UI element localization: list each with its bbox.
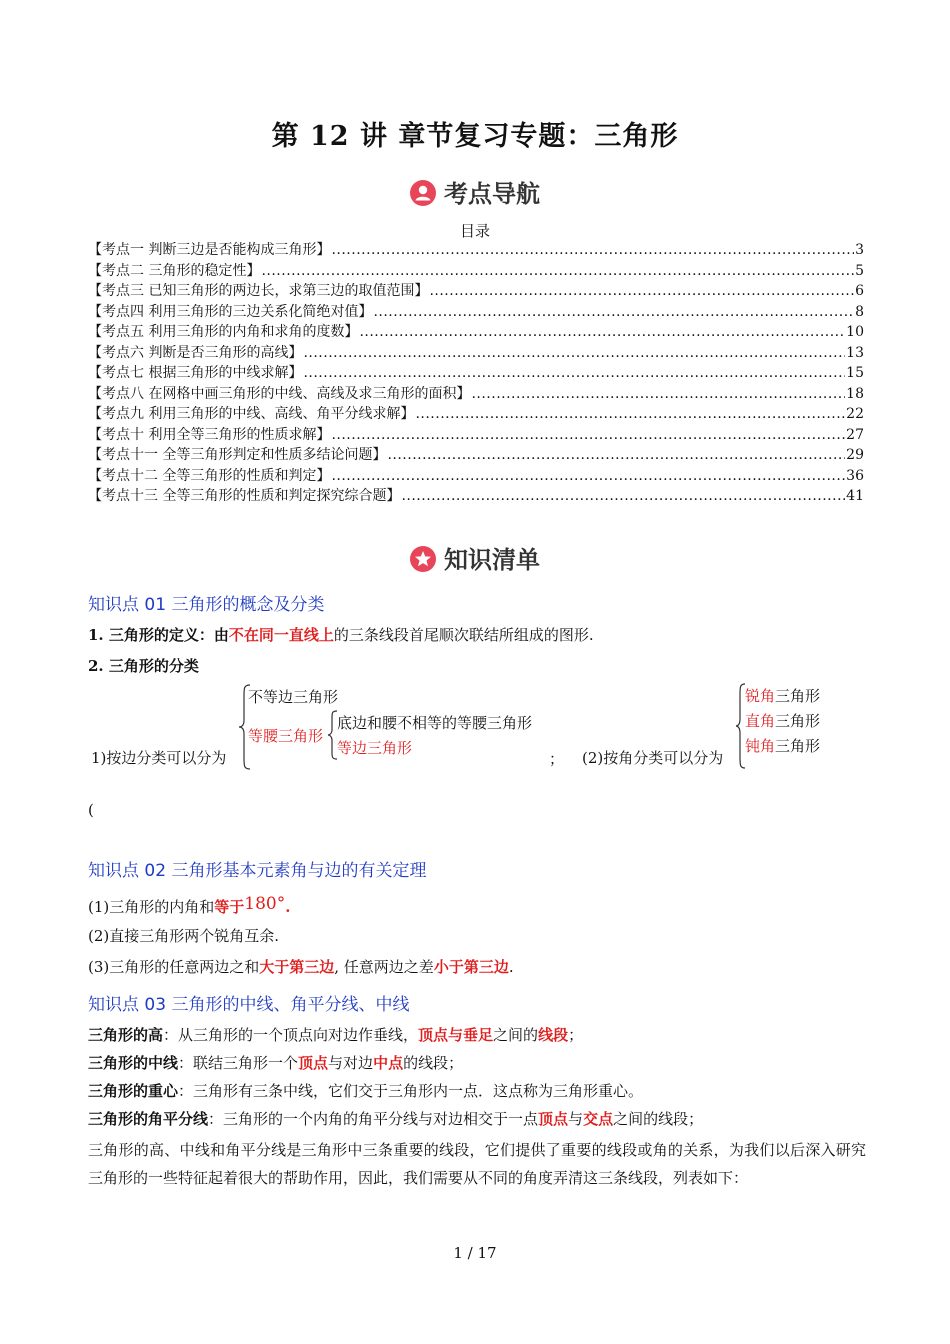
toc-label[interactable]: 【考点六 判断是否三角形的高线】 [88,344,303,361]
by-angle-label: (2)按角分类可以分为 [582,749,724,767]
sides-a: (3)三角形的任意两边之和 [88,958,260,976]
toc-label[interactable]: 【考点十一 全等三角形判定和性质多结论问题】 [88,447,387,463]
toc-label[interactable]: 【考点三 已知三角形的两边长，求第三边的取值范围】 [88,283,429,299]
bisector-c: 之间的线段； [613,1110,704,1128]
toc-label[interactable]: 【考点一 判断三边是否能构成三角形】 [88,242,331,258]
altitude-b: 之间的 [493,1026,539,1044]
toc-leader-dots [471,384,845,405]
sides-keyword-2: 小于第三边 [433,958,509,976]
median-c: 的线段； [403,1054,464,1072]
toc-leader-dots [331,240,854,261]
side-isosceles: 等腰三角形 [248,727,324,745]
toc-row[interactable] [88,281,864,302]
sides-c: . [508,958,514,976]
side-iso-a: 底边和腰不相等的等腰三角形 [337,714,533,732]
altitude-keyword-2: 线段 [538,1026,569,1044]
stray-paren: ( [88,801,94,819]
toc-row[interactable] [88,384,864,405]
kp2-heading: 知识点 02 三角形基本元素角与边的有关定理 [88,861,427,881]
toc-label[interactable]: 【考点十 利用全等三角形的性质求解】 [88,426,331,443]
person-icon [410,180,436,206]
nav-banner [0,174,950,209]
acute-suffix: 三角形 [775,687,821,705]
kp3-altitude [88,1025,583,1045]
right-keyword: 直角 [745,712,776,730]
kp3-paragraph: 三角形的高、中线和角平分线是三角形中三条重要的线段，它们提供了重要的线段或角的关系，为我们以后深入研究三角形的一些特征起着很大的帮助作用，因此，我们需要从不同的角度弄清这三条线段，列表如下： [88,1141,866,1187]
toc-row[interactable] [88,261,864,282]
toc-label[interactable]: 【考点八 在网格中画三角形的中线、高线及求三角形的面积】 [88,385,471,402]
table-of-contents [88,240,864,507]
classification-separator: ； [549,750,565,768]
toc-page-number[interactable]: 22 [846,406,864,422]
toc-leader-dots [359,322,845,343]
toc-leader-dots [331,466,845,487]
median-keyword-2: 中点 [373,1054,404,1072]
median-term: 三角形的中线 [88,1054,179,1072]
toc-page-number[interactable]: 15 [846,365,864,381]
obtuse-keyword: 钝角 [745,737,776,755]
bisector-term: 三角形的角平分线 [88,1110,209,1128]
kp3-median [88,1053,463,1073]
toc-label[interactable]: 【考点十三 全等三角形的性质和判定探究综合题】 [88,488,401,504]
toc-leader-dots [331,425,845,446]
toc-page-number[interactable]: 13 [846,344,864,361]
toc-page-number[interactable]: 5 [855,262,864,279]
toc-label[interactable]: 【考点二 三角形的稳定性】 [88,262,261,279]
definition-suffix: 的三条线段首尾顺次联结所组成的图形. [333,626,594,644]
kp3-centroid [88,1081,643,1101]
toc-page-number[interactable]: 10 [846,324,864,340]
nav-banner-label: 考点导航 [444,180,540,208]
median-b: 与对边 [328,1054,374,1072]
toc-page-number[interactable]: 29 [846,447,864,463]
angle-sum-value: 180° [244,894,286,914]
altitude-keyword-1: 顶点与垂足 [418,1026,494,1044]
toc-page-number[interactable]: 8 [855,303,864,320]
toc-label[interactable]: 【考点五 利用三角形的内角和求角的度数】 [88,324,359,340]
kp1-heading: 知识点 01 三角形的概念及分类 [88,595,325,615]
toc-label[interactable]: 【考点七 根据三角形的中线求解】 [88,365,303,381]
angle-acute [745,685,820,706]
toc-row[interactable] [88,240,864,261]
toc-leader-dots [303,343,845,364]
bisector-b: 与 [568,1110,584,1128]
toc-page-number[interactable]: 3 [855,242,864,258]
kp2-line3 [88,957,514,977]
kp2-line2: (2)直接三角形两个锐角互余. [88,927,280,945]
toc-row[interactable] [88,486,864,507]
toc-leader-dots [415,404,845,425]
toc-leader-dots [401,486,845,507]
toc-row[interactable] [88,425,864,446]
right-suffix: 三角形 [775,712,821,730]
side-scalene: 不等边三角形 [248,688,339,706]
knowledge-banner [0,540,950,575]
bisector-keyword-2: 交点 [583,1110,614,1128]
median-a: ：联结三角形一个 [178,1054,299,1072]
kp3-heading: 知识点 03 三角形的中线、角平分线、中线 [88,995,410,1015]
obtuse-suffix: 三角形 [775,737,821,755]
toc-row[interactable] [88,363,864,384]
definition-keyword: 不在同一直线上 [228,626,334,644]
toc-page-number[interactable]: 18 [846,385,864,402]
toc-leader-dots [373,302,854,323]
acute-keyword: 锐角 [745,687,776,705]
altitude-a: ：从三角形的一个顶点向对边作垂线， [163,1026,419,1044]
definition-prefix: 1. 三角形的定义：由 [88,626,229,644]
toc-row[interactable] [88,466,864,487]
toc-row[interactable] [88,404,864,425]
toc-label[interactable]: 【考点九 利用三角形的中线、高线、角平分线求解】 [88,406,415,422]
sides-keyword-1: 大于第三边 [259,958,335,976]
page-title: 第 12 讲 章节复习专题：三角形 [271,121,679,152]
bisector-keyword-1: 顶点 [538,1110,569,1128]
kp3-bisector [88,1109,703,1129]
centroid-a: ：三角形有三条中线，它们交于三角形内一点．这点称为三角形重心。 [178,1082,644,1100]
star-icon [410,546,436,572]
toc-row[interactable] [88,445,864,466]
by-side-label: 1)按边分类可以分为 [91,749,227,767]
toc-row[interactable] [88,343,864,364]
toc-leader-dots [261,261,854,282]
kp1-definition [88,625,594,645]
angle-sum-prefix: (1)三角形的内角和 [88,898,215,916]
median-keyword-1: 顶点 [298,1054,329,1072]
toc-label[interactable]: 【考点四 利用三角形的三边关系化简绝对值】 [88,303,373,320]
knowledge-banner-label: 知识清单 [444,546,540,574]
toc-leader-dots [429,281,854,302]
page-number: 1 / 17 [453,1244,497,1262]
altitude-c: ； [568,1026,584,1044]
toc-label[interactable]: 【考点十二 全等三角形的性质和判定】 [88,467,331,484]
centroid-term: 三角形的重心 [88,1082,179,1100]
toc-page-number[interactable]: 41 [846,488,864,504]
toc-page-number[interactable]: 36 [846,467,864,484]
bisector-a: ：三角形的一个内角的角平分线与对边相交于一点 [208,1110,539,1128]
toc-page-number[interactable]: 27 [846,426,864,443]
toc-leader-dots [303,363,845,384]
side-iso-b: 等边三角形 [337,739,413,757]
angle-obtuse [745,735,820,756]
angle-sum-suffix: . [285,898,291,916]
angle-sum-keyword: 等于 [214,898,245,916]
sides-b: , 任意两边之差 [334,958,434,976]
toc-page-number[interactable]: 6 [855,283,864,299]
kp1-classification-title: 2. 三角形的分类 [88,657,199,675]
toc-title: 目录 [459,222,490,240]
angle-right [745,710,820,731]
toc-row[interactable] [88,302,864,323]
toc-row[interactable] [88,322,864,343]
toc-leader-dots [387,445,845,466]
kp2-line1 [88,894,290,917]
altitude-term: 三角形的高 [88,1026,164,1044]
